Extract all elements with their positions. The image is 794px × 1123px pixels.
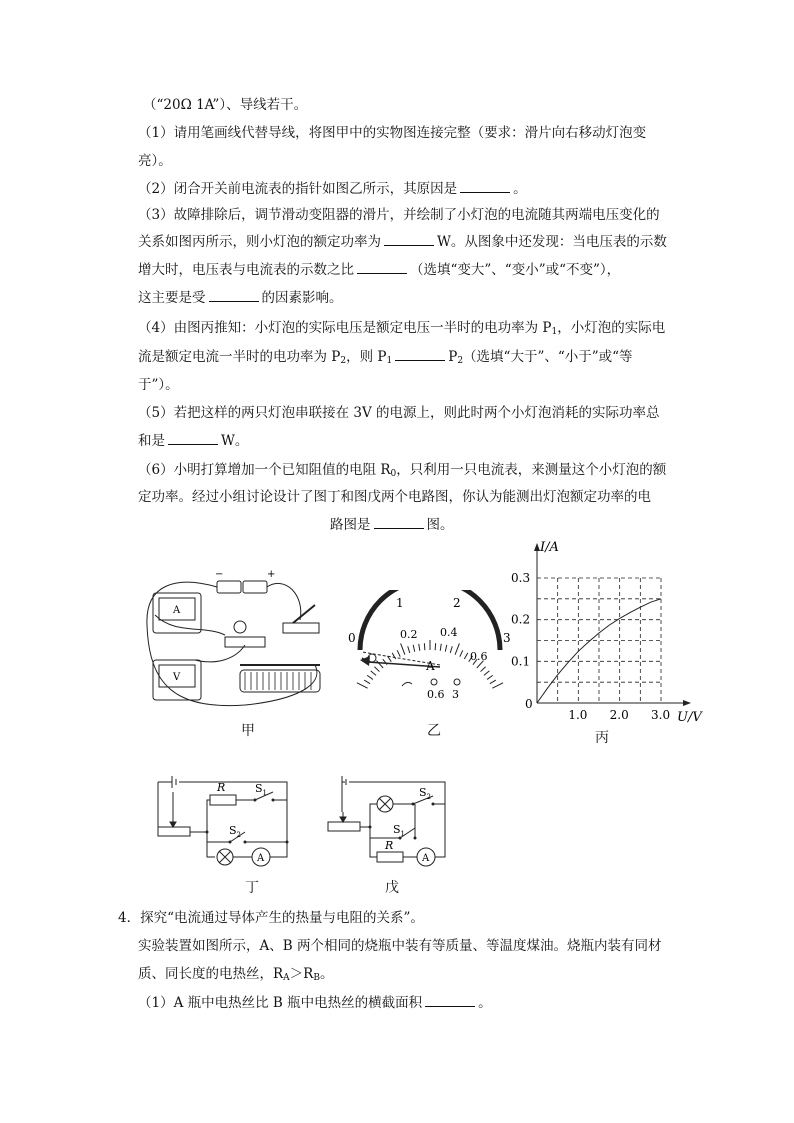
meter-tick [440,644,441,651]
svg-text:+: + [267,569,276,580]
chart-y-tick-label: 0.2 [511,612,531,627]
meter-tick [392,653,395,659]
text-line: 流是额定电流一半时的电功率为 $P_2$，则 $P_1$ $P_2$（选填“大于”、“小于”或“等 [138,349,633,366]
chart-y-tick-label: 0.1 [511,654,531,669]
answer-blank[interactable] [395,348,445,361]
meter-tick [401,643,405,654]
answer-blank[interactable] [384,233,434,246]
meter-tick [397,650,400,656]
text-line: 这主要是受 的因素影响。 [138,290,343,306]
meter-tick [413,645,415,652]
text-line: 增大时，电压表与电流表的示数之比 （选填“变大”、“变小”或“不变”）， [138,262,621,278]
meter-tick [492,683,503,688]
circuit-switch-label: $S_2$ [419,786,432,801]
meter-unit: A [426,659,435,673]
chart-origin: 0 [525,697,533,711]
figure-jia-apparatus [135,565,340,715]
circuit-switch-label: $S_2$ [229,824,242,839]
meter-tick [357,683,368,688]
circuit-resistor-label: R [217,781,226,794]
chart-y-tick-label: 0.3 [511,571,531,585]
meter-top-tick: 1 [396,596,404,610]
meter-tick [481,667,486,672]
meter-tick [408,646,410,653]
figure-label-jia: 甲 [241,723,255,739]
text-line: 实验装置如图所示，A、B 两个相同的烧瓶中装有等质量、等温度煤油。烧瓶内装有同材 [138,938,662,954]
meter-top-tick: 2 [453,596,461,610]
circuit-switch-label: $S_1$ [393,823,406,838]
answer-blank[interactable] [425,994,475,1007]
chart-x-tick-label: 1.0 [568,708,588,722]
question-4-part-1: （1）A 瓶中电热丝比 B 瓶中电热丝的横截面积 。 [138,995,492,1011]
question-5: （5）若把这样的两只灯泡串联接在 3V 的电源上，则此时两个小灯泡消耗的实际功率总 [138,405,660,421]
question-3: （3）故障排除后，调节滑动变阻器的滑片，并绘制了小灯泡的电流随其两端电压变化的 [138,207,660,223]
figure-yi-meter [340,590,520,705]
question-4-title: 4．探究“电流通过导体产生的热量与电阻的关系”。 [118,910,424,926]
meter-tick [374,667,379,672]
circuit-ammeter-label: A [422,853,430,864]
meter-tick [419,644,420,651]
meter-terminal: 0.6 [427,688,445,701]
chart-x-tick-label: 3.0 [651,708,671,722]
meter-tick [364,680,370,684]
text-line: （“20Ω 1A”）、导线若干。 [143,97,308,113]
meter-bottom-tick: 0.2 [400,628,418,641]
meter-top-tick: 3 [503,631,511,645]
answer-blank[interactable] [168,432,218,445]
meter-tick [376,661,383,668]
text-line: 关系如图丙所示，则小灯泡的额定功率为 W。从图象中还发现：当电压表的示数 [138,234,667,250]
answer-blank[interactable] [209,289,259,302]
answer-blank[interactable] [460,180,510,193]
question-2: （2）闭合开关前电流表的指针如图乙所示，其原因是 。 [138,181,527,197]
figure-wu-circuit [325,772,460,872]
meter-tick [424,643,425,650]
ammeter-symbol: A [173,605,181,616]
text-line: 质、同长度的电热丝，$R_A>R_B$。 [138,966,334,983]
figure-label-wu: 戊 [385,880,399,896]
question-4: （4）由图丙推知：小灯泡的实际电压是额定电压一半时的电功率为 $P_1$，小灯泡的实际电 [138,320,666,337]
meter-bottom-tick: 0.4 [440,626,458,639]
chart-ylabel: I/A [540,540,559,555]
figure-label-bing: 丙 [595,730,609,746]
question-1: （1）请用笔画线代替导线，将图甲中的实物图连接完整（要求：滑片向右移动灯泡变 [138,125,647,141]
meter-tick [460,650,463,656]
meter-tick [490,680,496,684]
figure-ding-circuit [155,772,300,872]
answer-blank[interactable] [374,516,424,529]
meter-terminal: 3 [452,688,459,701]
meter-bottom-tick: 0.6 [470,650,488,663]
meter-tick [464,653,467,659]
figure-bing-chart [505,535,720,730]
meter-tick [445,645,447,652]
meter-top-tick: 0 [348,631,356,645]
meter-tick [367,675,373,679]
chart-x-tick-label: 2.0 [609,708,629,722]
circuit-resistor-label: R [385,839,394,852]
text-line: 于”）。 [138,377,179,393]
text-line: 定功率。经过小组讨论设计了图丁和图戊两个电路图，你认为能测出灯泡额定功率的电 [138,489,651,505]
text-line: 路图是 图。 [330,517,454,533]
meter-tick [455,643,459,654]
meter-tick [450,646,452,653]
meter-tick [371,671,376,675]
svg-text:−: − [215,569,224,580]
meter-tick [484,671,489,675]
figure-label-yi: 乙 [427,723,441,739]
circuit-ammeter-label: A [257,853,265,864]
chart-x-axis-arrow [683,700,691,706]
text-line: 亮）。 [138,153,172,169]
voltmeter-symbol: V [173,672,181,683]
meter-tick [435,643,436,650]
figure-label-ding: 丁 [245,880,259,896]
chart-xlabel: U/V [677,710,702,725]
circuit-switch-label: $S_1$ [255,782,268,797]
meter-tick [487,675,493,679]
text-line: 和是 W。 [138,433,249,449]
answer-blank[interactable] [357,261,407,274]
question-6: （6）小明打算增加一个已知阻值的电阻 $R_0$，只利用一只电流表，来测量这个小灯泡的额 [138,462,667,479]
